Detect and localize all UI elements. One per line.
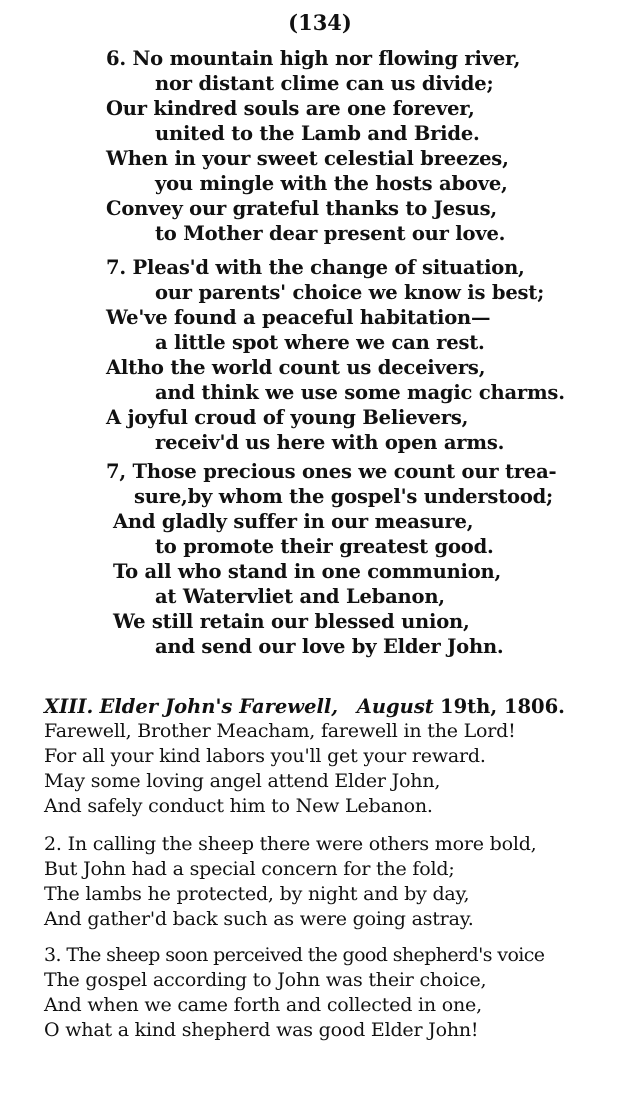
verse-line: The lambs he protected, by night and by day, (44, 883, 470, 905)
verse-line: 7, Those precious ones we count our trea- (106, 460, 557, 483)
verse-line: to Mother dear present our love. (155, 222, 506, 245)
song-title: Elder John's Farewell, (99, 695, 339, 718)
verse-line: and think we use some magic charms. (155, 381, 565, 404)
verse-line: But John had a special concern for the fold; (44, 858, 455, 880)
verse-line: Our kindred souls are one forever, (106, 97, 475, 120)
verse-line: sure,by whom the gospel's understood; (134, 485, 554, 508)
verse-line: To all who stand in one communion, (113, 560, 502, 583)
verse-line: And gladly suffer in our measure, (113, 510, 474, 533)
verse-line: And when we came forth and collected in one, (44, 994, 482, 1016)
verse-line: you mingle with the hosts above, (155, 172, 508, 195)
verse-line: O what a kind shepherd was good Elder John! (44, 1019, 479, 1041)
verse-line: And gather'd back such as were going astray. (44, 908, 474, 930)
verse-line: nor distant clime can us divide; (155, 72, 494, 95)
song-number: XIII. (44, 695, 94, 718)
verse-line: We still retain our blessed union, (113, 610, 470, 633)
verse-line: May some loving angel attend Elder John, (44, 770, 441, 792)
verse-line: at Watervliet and Lebanon, (155, 585, 445, 608)
verse-line: A joyful croud of young Believers, (106, 406, 469, 429)
verse-line: The gospel according to John was their choice, (44, 969, 487, 991)
verse-line: Altho the world count us deceivers, (106, 356, 486, 379)
verse-line: For all your kind labors you'll get your reward. (44, 745, 486, 767)
verse-line: 2. In calling the sheep there were others more bold, (44, 833, 537, 855)
song-heading (44, 695, 565, 718)
verse-line: receiv'd us here with open arms. (155, 431, 505, 454)
verse-line: We've found a peaceful habitation— (106, 306, 491, 329)
verse-line: When in your sweet celestial breezes, (106, 147, 509, 170)
verse-line: And safely conduct him to New Lebanon. (44, 795, 433, 817)
verse-line: Farewell, Brother Meacham, farewell in the Lord! (44, 720, 516, 742)
verse-line: a little spot where we can rest. (155, 331, 485, 354)
verse-line: Convey our grateful thanks to Jesus, (106, 197, 497, 220)
page-number: (134) (288, 10, 352, 35)
verse-line: 6. No mountain high nor flowing river, (106, 47, 521, 70)
verse-line: united to the Lamb and Bride. (155, 122, 480, 145)
verse-line: and send our love by Elder John. (155, 635, 504, 658)
song-month: August (356, 695, 434, 718)
verse-line: our parents' choice we know is best; (155, 281, 545, 304)
verse-line: to promote their greatest good. (155, 535, 494, 558)
verse-line: 3. The sheep soon perceived the good shepherd's voice (44, 944, 545, 966)
verse-line: 7. Pleas'd with the change of situation, (106, 256, 525, 279)
song-date: 19th, 1806. (440, 695, 565, 718)
